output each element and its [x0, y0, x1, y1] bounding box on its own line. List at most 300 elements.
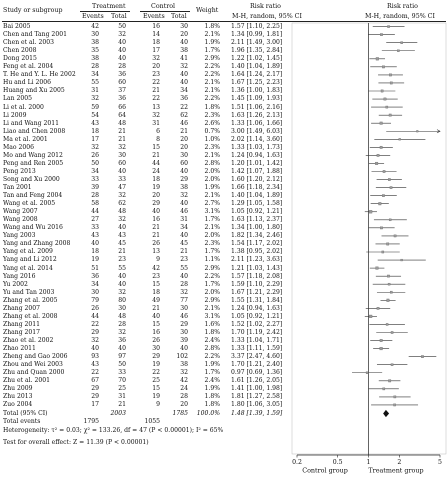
- study-ci: 1.59 [1.10, 2.29]: [231, 280, 283, 288]
- study-weight: 2.2%: [204, 71, 220, 79]
- study-name: Lan 2005: [3, 95, 33, 103]
- study-weight: 2.6%: [204, 119, 220, 127]
- treatment-total: 21: [118, 401, 126, 409]
- study-ci: 1.29 [1.05, 1.58]: [231, 200, 283, 208]
- study-ci: 1.20 [1.01, 1.42]: [231, 159, 283, 167]
- control-total: 32: [180, 288, 188, 296]
- control-events: 21: [152, 87, 160, 95]
- point-estimate: [376, 267, 379, 270]
- control-total: 40: [180, 39, 188, 47]
- study-name: Peng and Ren 2005: [3, 159, 64, 167]
- header-control: Control: [151, 3, 176, 10]
- study-name: Tan 2001: [3, 184, 32, 191]
- study-name: Mo and Wang 2012: [3, 151, 63, 159]
- point-estimate: [380, 227, 382, 229]
- header-treatment-line: [80, 11, 130, 12]
- point-estimate: [366, 372, 368, 374]
- treatment-events: 35: [91, 47, 99, 55]
- study-weight: 1.9%: [204, 184, 220, 191]
- point-estimate: [399, 138, 401, 140]
- treatment-total: 40: [118, 345, 126, 352]
- point-estimate: [386, 106, 388, 108]
- study-ci: 1.33 [1.11, 1.59]: [231, 345, 283, 352]
- treatment-events: 39: [91, 184, 99, 191]
- study-name: Chen and Tang 2001: [3, 31, 67, 39]
- study-ci: 2.02 [1.14, 3.60]: [231, 135, 283, 143]
- control-events: 13: [152, 248, 160, 256]
- study-weight: 2.9%: [204, 264, 220, 272]
- study-weight: 2.0%: [204, 232, 220, 240]
- point-estimate: [394, 404, 396, 406]
- control-total: 46: [180, 208, 188, 216]
- point-estimate: [376, 57, 379, 60]
- control-total: 23: [180, 256, 188, 264]
- study-ci: 1.81 [1.27, 2.58]: [231, 393, 283, 401]
- control-events: 17: [152, 47, 160, 55]
- control-total: 46: [180, 119, 188, 127]
- treatment-total: 40: [118, 55, 126, 63]
- point-estimate: [391, 331, 393, 333]
- control-events: 25: [152, 377, 160, 385]
- control-total: 34: [180, 87, 188, 95]
- x-tick-label: 1: [366, 459, 371, 466]
- x-tick-label: 0.2: [292, 459, 302, 466]
- study-name: Zhang 2017: [3, 328, 41, 336]
- study-name: Song and Xu 2000: [3, 175, 60, 183]
- study-name: Li et al. 2000: [3, 103, 44, 111]
- control-total: 32: [180, 63, 188, 71]
- study-weight: 2.8%: [204, 345, 220, 352]
- control-total: 30: [180, 304, 188, 312]
- study-weight: 2.4%: [204, 377, 220, 385]
- point-estimate: [389, 219, 391, 221]
- treatment-events: 40: [91, 240, 99, 248]
- control-events: 16: [152, 328, 160, 336]
- study-ci: 1.64 [1.24, 2.17]: [231, 71, 283, 79]
- point-estimate: [394, 235, 396, 237]
- study-ci: 1.66 [1.18, 2.34]: [231, 184, 283, 191]
- point-estimate: [381, 90, 383, 92]
- control-events: 9: [156, 401, 160, 409]
- study-weight: 2.2%: [204, 63, 220, 71]
- study-name: Hu and Li 2006: [3, 79, 52, 87]
- treatment-total: 70: [118, 377, 126, 385]
- header-study: Study or subgroup: [3, 7, 63, 14]
- header-rule: [2, 21, 446, 22]
- study-name: Yang and Li 2012: [3, 256, 57, 264]
- overall-label: Total (95% CI): [3, 410, 48, 417]
- control-total: 29: [180, 175, 188, 183]
- control-events: 22: [152, 79, 160, 87]
- study-ci: 1.67 [1.25, 2.23]: [231, 79, 283, 87]
- study-weight: 1.9%: [204, 361, 220, 369]
- study-ci: 1.34 [0.99, 1.81]: [231, 31, 283, 39]
- study-ci: 1.36 [1.00, 1.83]: [231, 87, 283, 95]
- control-events: 29: [152, 353, 160, 361]
- study-weight: 2.9%: [204, 296, 220, 304]
- control-total: 30: [180, 23, 188, 30]
- control-events: 15: [152, 280, 160, 288]
- header-events-2: Events: [143, 13, 165, 20]
- control-events: 49: [152, 296, 160, 304]
- study-weight: 2.2%: [204, 272, 220, 280]
- study-name: Peng 2013: [3, 167, 36, 175]
- study-ci: 1.70 [1.19, 2.42]: [231, 328, 283, 336]
- point-estimate: [375, 162, 378, 165]
- point-estimate: [386, 243, 388, 245]
- study-name: Zhang 2011: [3, 320, 41, 328]
- treatment-events: 54: [91, 111, 99, 119]
- study-name: Wang et al. 2005: [3, 200, 56, 208]
- treatment-events: 19: [91, 256, 99, 264]
- total-events-treatment: 1795: [83, 418, 99, 425]
- point-estimate: [388, 178, 390, 180]
- point-estimate: [380, 33, 382, 35]
- treatment-events: 40: [91, 345, 99, 352]
- study-name: Yu 2002: [3, 280, 28, 288]
- study-name: Wang 2008: [3, 216, 38, 224]
- study-weight: 1.8%: [204, 103, 220, 111]
- study-ci: 1.63 [1.13, 2.37]: [231, 216, 283, 224]
- control-total: 40: [180, 200, 188, 208]
- study-weight: 1.8%: [204, 23, 220, 30]
- study-ci: 2.11 [1.49, 3.00]: [231, 39, 283, 47]
- treatment-events: 67: [91, 377, 99, 385]
- treatment-total: 36: [118, 71, 126, 79]
- point-estimate: [380, 339, 382, 341]
- header-treatment: Treatment: [92, 3, 126, 10]
- control-total: 36: [180, 95, 188, 103]
- study-name: Zhu 2009: [3, 385, 33, 393]
- study-name: Ma et al. 2001: [3, 135, 48, 143]
- header-total-1: Total: [111, 13, 127, 20]
- point-estimate: [401, 259, 403, 261]
- treatment-events: 18: [91, 127, 99, 135]
- control-events: 30: [152, 345, 160, 352]
- treatment-total: 32: [118, 143, 126, 151]
- study-name: Bai 2005: [3, 23, 31, 30]
- header-total-2: Total: [171, 13, 187, 20]
- control-events: 18: [152, 175, 160, 183]
- control-events: 8: [156, 135, 160, 143]
- control-events: 18: [152, 288, 160, 296]
- study-weight: 2.1%: [204, 192, 220, 200]
- study-weight: 2.1%: [204, 151, 220, 159]
- study-ci: 1.70 [1.21, 2.40]: [231, 361, 283, 369]
- x-tick-label: 2: [397, 459, 402, 466]
- study-ci: 1.51 [1.06, 2.16]: [231, 103, 283, 111]
- study-name: Chen et al. 2003: [3, 39, 55, 47]
- study-ci: 1.33 [1.03, 1.73]: [231, 143, 283, 151]
- treatment-events: 55: [91, 79, 99, 87]
- control-events: 44: [152, 159, 160, 167]
- study-weight: 2.0%: [204, 288, 220, 296]
- study-ci: 1.05 [0.92, 1.21]: [231, 208, 283, 216]
- study-weight: 1.8%: [204, 393, 220, 401]
- treatment-total: 50: [118, 23, 126, 30]
- treatment-events: 26: [91, 304, 99, 312]
- treatment-events: 28: [91, 192, 99, 200]
- treatment-events: 43: [91, 232, 99, 240]
- control-events: 32: [152, 55, 160, 63]
- treatment-total: 25: [118, 385, 126, 393]
- treatment-total: 32: [118, 216, 126, 224]
- treatment-total: 33: [118, 175, 126, 183]
- control-total: 20: [180, 401, 188, 409]
- study-ci: 1.82 [1.34, 2.46]: [231, 232, 283, 240]
- treatment-total: 40: [118, 280, 126, 288]
- control-total: 32: [180, 369, 188, 377]
- treatment-events: 36: [91, 272, 99, 280]
- x-label-right: Treatment group: [368, 466, 424, 475]
- treatment-events: 27: [91, 216, 99, 224]
- control-total: 30: [180, 328, 188, 336]
- point-estimate: [401, 42, 403, 44]
- x-tick-label: 0.5: [332, 459, 343, 466]
- treatment-total: 28: [118, 63, 126, 71]
- point-estimate: [389, 114, 391, 116]
- control-total: 20: [180, 135, 188, 143]
- control-events: 40: [152, 312, 160, 320]
- study-ci: 1.52 [1.02, 2.27]: [231, 320, 283, 328]
- study-name: T. He and Y. L. He 2002: [3, 71, 76, 79]
- study-name: Feng et al. 2004: [3, 63, 54, 71]
- control-events: 26: [152, 336, 160, 344]
- study-name: Chen 2008: [3, 47, 37, 55]
- treatment-events: 38: [91, 55, 99, 63]
- point-estimate: [384, 98, 386, 100]
- treatment-total: 40: [118, 224, 126, 232]
- treatment-events: 44: [91, 208, 99, 216]
- treatment-events: 31: [91, 87, 99, 95]
- study-ci: 1.60 [1.20, 2.12]: [231, 175, 283, 183]
- treatment-total: 64: [118, 111, 126, 119]
- control-total: 32: [180, 192, 188, 200]
- control-total: 40: [180, 272, 188, 280]
- control-total: 31: [180, 216, 188, 224]
- study-name: Zuo 2004: [3, 401, 33, 409]
- control-total: 40: [180, 79, 188, 87]
- control-total: 40: [180, 71, 188, 79]
- point-estimate: [382, 194, 384, 196]
- control-events: 6: [156, 127, 160, 135]
- control-total: 40: [180, 167, 188, 175]
- treatment-total: 60: [118, 159, 126, 167]
- treatment-total: 40: [118, 47, 126, 55]
- study-weight: 2.3%: [204, 111, 220, 119]
- point-estimate: [387, 275, 389, 277]
- control-total: 45: [180, 240, 188, 248]
- overall-diamond: [383, 410, 389, 417]
- study-weight: 1.9%: [204, 385, 220, 393]
- treatment-total: 37: [118, 87, 126, 95]
- control-events: 13: [152, 103, 160, 111]
- treatment-total: 33: [118, 369, 126, 377]
- study-weight: 2.0%: [204, 175, 220, 183]
- study-ci: 1.40 [1.04, 1.89]: [231, 192, 283, 200]
- study-weight: 2.1%: [204, 304, 220, 312]
- treatment-events: 93: [91, 353, 99, 361]
- study-weight: 2.1%: [204, 31, 220, 39]
- treatment-total: 30: [118, 151, 126, 159]
- study-name: Zhang 2007: [3, 304, 41, 312]
- study-name: Zhang et al. 2008: [3, 312, 58, 320]
- control-events: 23: [152, 71, 160, 79]
- control-total: 102: [176, 353, 188, 361]
- treatment-total: 62: [118, 200, 126, 208]
- treatment-total: 40: [118, 167, 126, 175]
- control-events: 14: [152, 31, 160, 39]
- study-weight: 1.9%: [204, 39, 220, 47]
- treatment-events: 18: [91, 248, 99, 256]
- study-name: Wang 2007: [3, 208, 38, 216]
- study-weight: 1.0%: [204, 135, 220, 143]
- point-estimate: [389, 74, 391, 76]
- treatment-total: 60: [118, 79, 126, 87]
- heterogeneity-text: Heterogeneity: τ² = 0.03; χ² = 133.26, df = 47 (P < 0.00001); I² = 65%: [3, 427, 224, 434]
- control-total: 21: [180, 127, 188, 135]
- study-ci: 1.55 [1.31, 1.84]: [231, 296, 283, 304]
- study-weight: 2.1%: [204, 224, 220, 232]
- treatment-events: 32: [91, 336, 99, 344]
- control-events: 21: [152, 304, 160, 312]
- point-estimate: [379, 202, 382, 205]
- control-total: 34: [180, 224, 188, 232]
- treatment-events: 29: [91, 328, 99, 336]
- point-estimate: [383, 388, 385, 390]
- control-events: 22: [152, 369, 160, 377]
- treatment-total: 48: [118, 312, 126, 320]
- treatment-events: 33: [91, 175, 99, 183]
- study-name: Li 2009: [3, 111, 27, 119]
- point-estimate: [380, 122, 383, 125]
- study-weight: 2.7%: [204, 200, 220, 208]
- control-events: 19: [152, 393, 160, 401]
- treatment-events: 43: [91, 361, 99, 369]
- control-total: 24: [180, 385, 188, 393]
- study-ci: 1.57 [1.10, 2.25]: [231, 23, 283, 30]
- study-name: Mao 2006: [3, 143, 34, 151]
- control-total: 20: [180, 143, 188, 151]
- control-events: 15: [152, 320, 160, 328]
- treatment-events: 26: [91, 151, 99, 159]
- control-total: 55: [180, 264, 188, 272]
- study-ci: 1.33 [1.04, 1.71]: [231, 336, 283, 344]
- treatment-total: 43: [118, 232, 126, 240]
- control-events: 20: [152, 63, 160, 71]
- treatment-total: 32: [118, 328, 126, 336]
- point-estimate: [390, 186, 392, 188]
- control-total: 29: [180, 320, 188, 328]
- treatment-events: 33: [91, 224, 99, 232]
- treatment-total: 47: [118, 184, 126, 191]
- point-estimate: [382, 66, 384, 68]
- point-estimate: [382, 251, 384, 253]
- control-events: 40: [152, 208, 160, 216]
- study-name: Dong 2015: [3, 55, 37, 63]
- treatment-events: 29: [91, 393, 99, 401]
- point-estimate: [390, 291, 392, 293]
- treatment-total: 21: [118, 248, 126, 256]
- study-ci: 1.24 [0.94, 1.63]: [231, 304, 283, 312]
- study-ci: 1.80 [1.06, 3.05]: [231, 401, 283, 409]
- control-events: 23: [152, 272, 160, 280]
- control-total: 40: [180, 345, 188, 352]
- treatment-total: 40: [118, 39, 126, 47]
- study-name: Yang et al. 2009: [3, 248, 53, 256]
- study-name: Yang 2003: [3, 232, 36, 240]
- study-weight: 1.8%: [204, 401, 220, 409]
- study-name: Zhao 2011: [3, 345, 36, 352]
- treatment-events: 59: [91, 103, 99, 111]
- total-events-label: Total events: [3, 418, 41, 425]
- point-estimate: [387, 25, 389, 27]
- study-weight: 2.1%: [204, 79, 220, 87]
- study-ci: 3.37 [2.47, 4.60]: [231, 353, 283, 361]
- study-ci: 1.57 [1.18, 2.08]: [231, 272, 283, 280]
- control-total: 38: [180, 361, 188, 369]
- study-name: Zhu and Quan 2000: [3, 369, 65, 377]
- point-estimate: [397, 50, 399, 52]
- control-total: 30: [180, 151, 188, 159]
- control-total: 60: [180, 159, 188, 167]
- treatment-events: 29: [91, 385, 99, 393]
- overall-control-total: 1785: [172, 410, 188, 417]
- study-weight: 2.4%: [204, 336, 220, 344]
- study-ci: 1.42 [1.07, 1.88]: [231, 167, 283, 175]
- study-weight: 1.7%: [204, 216, 220, 224]
- plot-frame: [292, 23, 446, 454]
- control-total: 41: [180, 55, 188, 63]
- study-name: Yu and Tan 2003: [3, 288, 55, 296]
- study-weight: 2.8%: [204, 159, 220, 167]
- study-weight: 2.3%: [204, 143, 220, 151]
- treatment-events: 30: [91, 288, 99, 296]
- control-events: 9: [156, 256, 160, 264]
- point-estimate: [416, 130, 418, 132]
- control-total: 38: [180, 47, 188, 55]
- treatment-events: 79: [91, 296, 99, 304]
- study-weight: 3.1%: [204, 208, 220, 216]
- treatment-total: 97: [118, 353, 126, 361]
- control-events: 26: [152, 240, 160, 248]
- total-events-control: 1055: [144, 418, 160, 425]
- control-events: 15: [152, 385, 160, 393]
- point-estimate: [390, 82, 392, 84]
- study-name: Zhu 2013: [3, 393, 33, 401]
- treatment-events: 38: [91, 39, 99, 47]
- study-weight: 1.1%: [204, 256, 220, 264]
- treatment-events: 34: [91, 280, 99, 288]
- x-tick-label: 5: [438, 459, 442, 466]
- overall-ci: 1.48 [1.39, 1.59]: [231, 410, 283, 417]
- point-estimate: [369, 210, 372, 213]
- study-ci: 1.22 [1.02, 1.45]: [231, 55, 283, 63]
- header-weight: Weight: [196, 7, 219, 14]
- control-total: 40: [180, 232, 188, 240]
- study-ci: 1.05 [0.92, 1.21]: [231, 312, 283, 320]
- study-weight: 2.2%: [204, 353, 220, 361]
- treatment-total: 21: [118, 127, 126, 135]
- x-label-left: Control group: [302, 466, 348, 475]
- treatment-events: 51: [91, 264, 99, 272]
- treatment-total: 80: [118, 296, 126, 304]
- treatment-events: 22: [91, 369, 99, 377]
- treatment-events: 42: [91, 23, 99, 30]
- header-rr-plot-title: Risk ratio: [387, 3, 418, 10]
- overall-weight: 100.0%: [196, 410, 220, 417]
- study-weight: 1.7%: [204, 248, 220, 256]
